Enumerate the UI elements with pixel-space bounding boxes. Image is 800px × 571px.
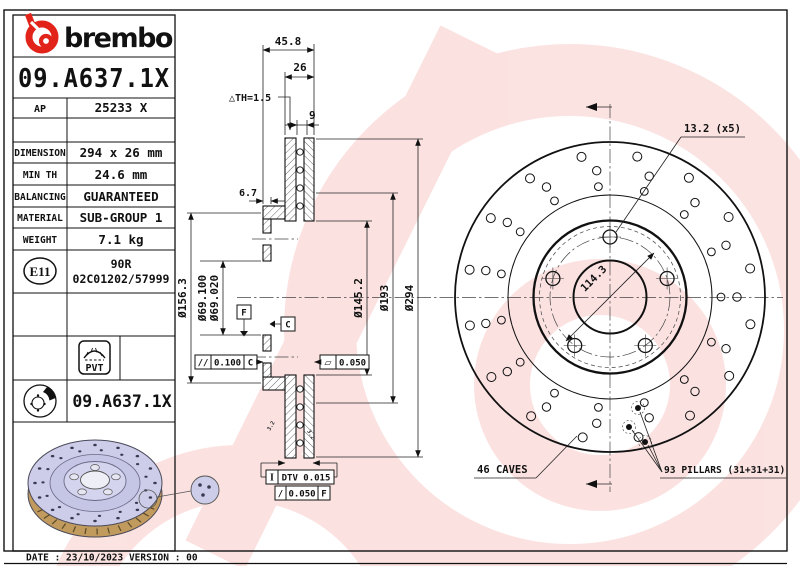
min-th-label: MIN TH <box>23 170 58 181</box>
drill-hole <box>593 167 601 175</box>
runout-ref: F <box>321 490 326 500</box>
dimension-label: DIMENSION <box>14 148 66 159</box>
disc-3d-bolt-hole <box>104 489 113 495</box>
r90-part-number: 09.A637.1X <box>72 392 171 411</box>
dim-inner-diameter: Ø145.2 <box>352 278 365 319</box>
drill-hole <box>684 173 693 182</box>
dim-total-width: 45.8 <box>275 35 302 48</box>
svg-text:0.100: 0.100 <box>214 359 241 369</box>
homologation-line2: 02C01202/57999 <box>73 272 170 286</box>
svg-text:C: C <box>248 359 253 369</box>
svg-text:0.050: 0.050 <box>339 359 366 369</box>
dim-hat-offset: 6.7 <box>239 188 257 199</box>
dim-bore-max: Ø69.100 <box>196 275 209 322</box>
dim-band-width: 26 <box>293 61 307 74</box>
drill-hole <box>577 152 586 161</box>
drill-hole <box>691 198 699 206</box>
dim-outer-diameter: Ø294 <box>403 284 416 312</box>
dim-mid-diameter: Ø193 <box>378 285 391 313</box>
roughness-right: 3.2 <box>305 429 315 441</box>
drill-hole <box>551 197 559 205</box>
dim-vent-width: 9 <box>309 109 316 122</box>
drill-hole <box>465 265 474 274</box>
drill-hole <box>526 174 535 183</box>
svg-text:46 CAVES: 46 CAVES <box>477 464 528 476</box>
drill-hole <box>733 293 741 301</box>
drill-hole <box>542 403 550 411</box>
e-mark: E11 <box>30 264 51 279</box>
drill-hole <box>725 371 734 380</box>
min-th-value: 24.6 mm <box>95 167 148 182</box>
ap-value: 25233 X <box>95 100 148 115</box>
detail-view-circle <box>191 476 219 504</box>
svg-text://: // <box>198 359 209 369</box>
svg-text:C: C <box>285 321 290 331</box>
homologation-line1: 90R <box>111 257 132 271</box>
drill-hole <box>482 319 490 327</box>
drill-hole <box>578 433 587 442</box>
drill-hole <box>722 345 730 353</box>
weight-value: 7.1 kg <box>98 232 143 247</box>
svg-text:114.3: 114.3 <box>578 263 609 294</box>
pillar-dot <box>626 424 632 430</box>
dimension-value: 294 x 26 mm <box>80 145 163 160</box>
datum-c <box>270 317 296 331</box>
material-value: SUB-GROUP 1 <box>80 210 163 225</box>
datum-f <box>237 305 251 337</box>
pillar-dot <box>642 439 648 445</box>
drill-hole <box>722 241 730 249</box>
drill-hole <box>645 414 653 422</box>
drill-hole <box>542 183 550 191</box>
drill-hole <box>595 183 603 191</box>
svg-text:F: F <box>241 309 246 319</box>
drill-hole <box>746 264 755 273</box>
drill-hole <box>593 419 601 427</box>
flatness-tolerance <box>315 355 370 369</box>
roughness-left: 3.2 <box>267 420 277 432</box>
drill-hole <box>482 266 490 274</box>
drill-hole <box>746 320 755 329</box>
pvt-label: PVT <box>85 363 103 374</box>
drill-hole <box>724 213 733 222</box>
disc-3d-bolt-hole <box>112 474 121 480</box>
drill-hole <box>680 211 688 219</box>
r90-disc-icon <box>24 385 56 417</box>
balancing-label: BALANCING <box>14 192 66 203</box>
balancing-value: GUARANTEED <box>83 189 158 204</box>
dim-bore-min: Ø69.020 <box>208 275 221 322</box>
disc-3d-bolt-hole <box>91 465 100 471</box>
svg-text:93 PILLARS (31+31+31): 93 PILLARS (31+31+31) <box>664 465 785 476</box>
parallelism-tolerance <box>195 355 263 369</box>
footer-date-version: DATE : 23/10/2023 VERSION : 00 <box>26 553 198 564</box>
brembo-logo <box>28 14 173 54</box>
disc-3d-bolt-hole <box>70 474 79 480</box>
runout-value: 0.050 <box>288 490 315 500</box>
ap-label: AP <box>34 104 46 115</box>
weight-label: WEIGHT <box>23 235 58 246</box>
drill-hole <box>498 270 506 278</box>
drill-hole <box>486 214 495 223</box>
svg-text:▱: ▱ <box>325 359 332 369</box>
drill-hole <box>708 248 716 256</box>
drill-hole <box>717 293 725 301</box>
drill-hole <box>595 404 603 412</box>
brand-wordmark: brembo <box>64 23 173 54</box>
drill-hole <box>503 218 511 226</box>
material-label: MATERIAL <box>17 213 63 224</box>
drill-hole <box>551 389 559 397</box>
pillar-dot <box>635 405 641 411</box>
part-number: 09.A637.1X <box>18 64 170 94</box>
dim-hat-diameter: Ø156.3 <box>176 278 189 319</box>
dim-th-note: △TH=1.5 <box>229 93 271 104</box>
drill-hole <box>465 321 474 330</box>
disc-3d-bolt-hole <box>78 489 87 495</box>
svg-text:13.2 (x5): 13.2 (x5) <box>684 123 741 135</box>
dtv-symbol: I <box>270 473 274 484</box>
drill-hole <box>633 152 642 161</box>
drill-hole <box>516 228 524 236</box>
pvt-badge <box>79 341 110 374</box>
runout-symbol: / <box>278 490 283 500</box>
dtv-value: DTV 0.015 <box>282 474 331 484</box>
